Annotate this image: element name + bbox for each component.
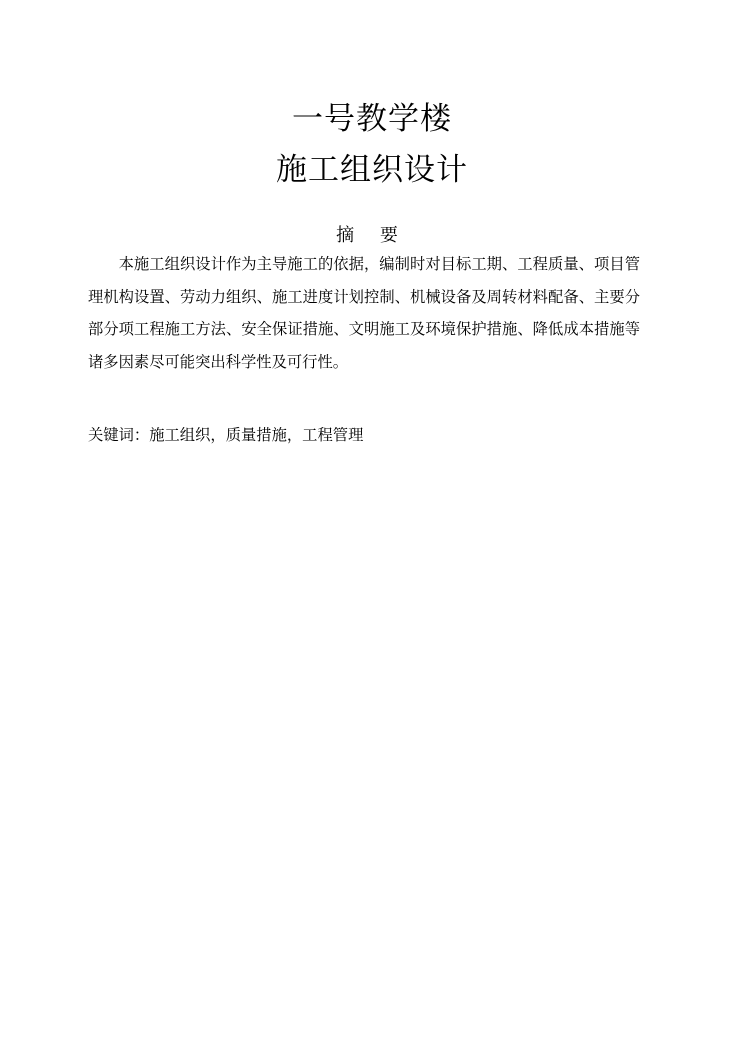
abstract-heading: 摘 要 bbox=[336, 225, 408, 246]
keywords-label: 关键词： bbox=[88, 426, 150, 444]
keywords-line bbox=[88, 423, 640, 447]
document-title-line-1: 一号教学楼 bbox=[292, 101, 452, 137]
keywords-text: 施工组织，质量措施，工程管理 bbox=[149, 426, 364, 444]
document-title-line-2: 施工组织设计 bbox=[276, 152, 468, 188]
abstract-body: 本施工组织设计作为主导施工的依据，编制时对目标工期、工程质量、项目管理机构设置、劳动力组织、施工进度计划控制、机械设备及周转材料配备、主要分部分项工程施工方法、安全保证措施、文明施工及环境保护措施、降低成本措施等诸多因素尽可能突出科学性及可行性。 bbox=[88, 255, 640, 371]
